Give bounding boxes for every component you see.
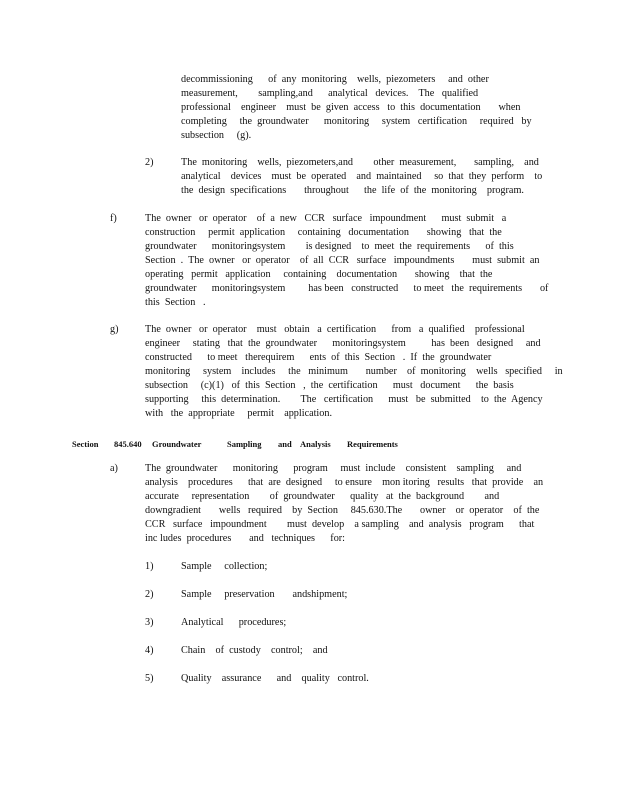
paragraph-line: CCR surface impoundment must develop a sampling and analysis program that (145, 519, 535, 530)
item-f-paragraph (145, 212, 548, 310)
paragraph-line: accurate representation of groundwater quality at the background and (145, 491, 500, 502)
paragraph-line: this Section . (145, 297, 206, 308)
paragraph-line: monitoring system includes the minimum number of monitoring wells specified in (145, 366, 563, 377)
paragraph-line: completing the groundwater monitoring system certification required by (181, 116, 532, 127)
item-2-paragraph (181, 156, 542, 198)
section-label: Section (72, 439, 99, 449)
subitem-4-text: Chain of custody control; and (181, 645, 328, 656)
paragraph-line: downgradient wells required by Section 845.630.The owner or operator of the (145, 505, 540, 516)
paragraph-line: supporting this determination. The certification must be submitted to the Agency (145, 394, 543, 405)
paragraph-line: decommissioning of any monitoring wells, piezometers and other (181, 74, 489, 85)
section-number: 845.640 (114, 439, 142, 449)
subitem-5-marker: 5) (145, 673, 154, 684)
paragraph-line: The monitoring wells, piezometers,and other measurement, sampling, and (181, 157, 539, 168)
item-a-paragraph (145, 462, 543, 546)
subitem-5-text: Quality assurance and quality control. (181, 673, 369, 684)
paragraph-line: subsection (c)(1) of this Section , the certification must document the basis (145, 380, 514, 391)
subitem-3-text: Analytical procedures; (181, 617, 287, 628)
paragraph-line: professional engineer must be given access to this documentation when (181, 102, 521, 113)
paragraph-line: Section . The owner or operator of all CCR surface impoundments must submit an (145, 255, 540, 266)
paragraph-line: analysis procedures that are designed to ensure mon itoring results that provide an (145, 477, 544, 488)
subitem-1-text: Sample collection; (181, 561, 268, 572)
paragraph-line: subsection (g). (181, 130, 252, 141)
paragraph-line: The owner or operator must obtain a certification from a qualified professional (145, 324, 525, 335)
item-2-marker: 2) (145, 157, 154, 168)
section-title-word: Requirements (347, 439, 398, 449)
subitem-2-text: Sample preservation andshipment; (181, 589, 348, 600)
paragraph-line: measurement, sampling,and analytical devices. The qualified (181, 88, 479, 99)
paragraph-line: the design specifications throughout the life of the monitoring program. (181, 185, 524, 196)
subitem-2-marker: 2) (145, 589, 154, 600)
paragraph-line: groundwater monitoringsystem is designed to meet the requirements of this (145, 241, 514, 252)
item-f-marker: f) (110, 213, 117, 224)
paragraph-line: engineer stating that the groundwater monitoringsystem has been designed and (145, 338, 541, 349)
section-title-word: and (278, 439, 292, 449)
subitem-1-marker: 1) (145, 561, 154, 572)
paragraph-line: groundwater monitoringsystem has been constructed to meet the requirements of (145, 283, 549, 294)
item-g-paragraph (145, 323, 563, 421)
paragraph-line: analytical devices must be operated and maintained so that they perform to (181, 171, 543, 182)
paragraph-line: The owner or operator of a new CCR surface impoundment must submit a (145, 213, 507, 224)
continuation-paragraph (181, 73, 532, 143)
paragraph-line: with the appropriate permit application. (145, 408, 333, 419)
section-title-word: Analysis (300, 439, 331, 449)
section-title-word: Groundwater (152, 439, 202, 449)
subitem-4-marker: 4) (145, 645, 154, 656)
paragraph-line: constructed to meet therequirem ents of this Section . If the groundwater (145, 352, 492, 363)
section-title-word: Sampling (227, 439, 262, 449)
paragraph-line: inc ludes procedures and techniques for: (145, 533, 346, 544)
paragraph-line: construction permit application containing documentation showing that the (145, 227, 502, 238)
item-a-marker: a) (110, 463, 118, 474)
item-g-marker: g) (110, 324, 119, 335)
subitem-3-marker: 3) (145, 617, 154, 628)
paragraph-line: operating permit application containing documentation showing that the (145, 269, 493, 280)
section-heading (72, 437, 412, 449)
paragraph-line: The groundwater monitoring program must include consistent sampling and (145, 463, 522, 474)
